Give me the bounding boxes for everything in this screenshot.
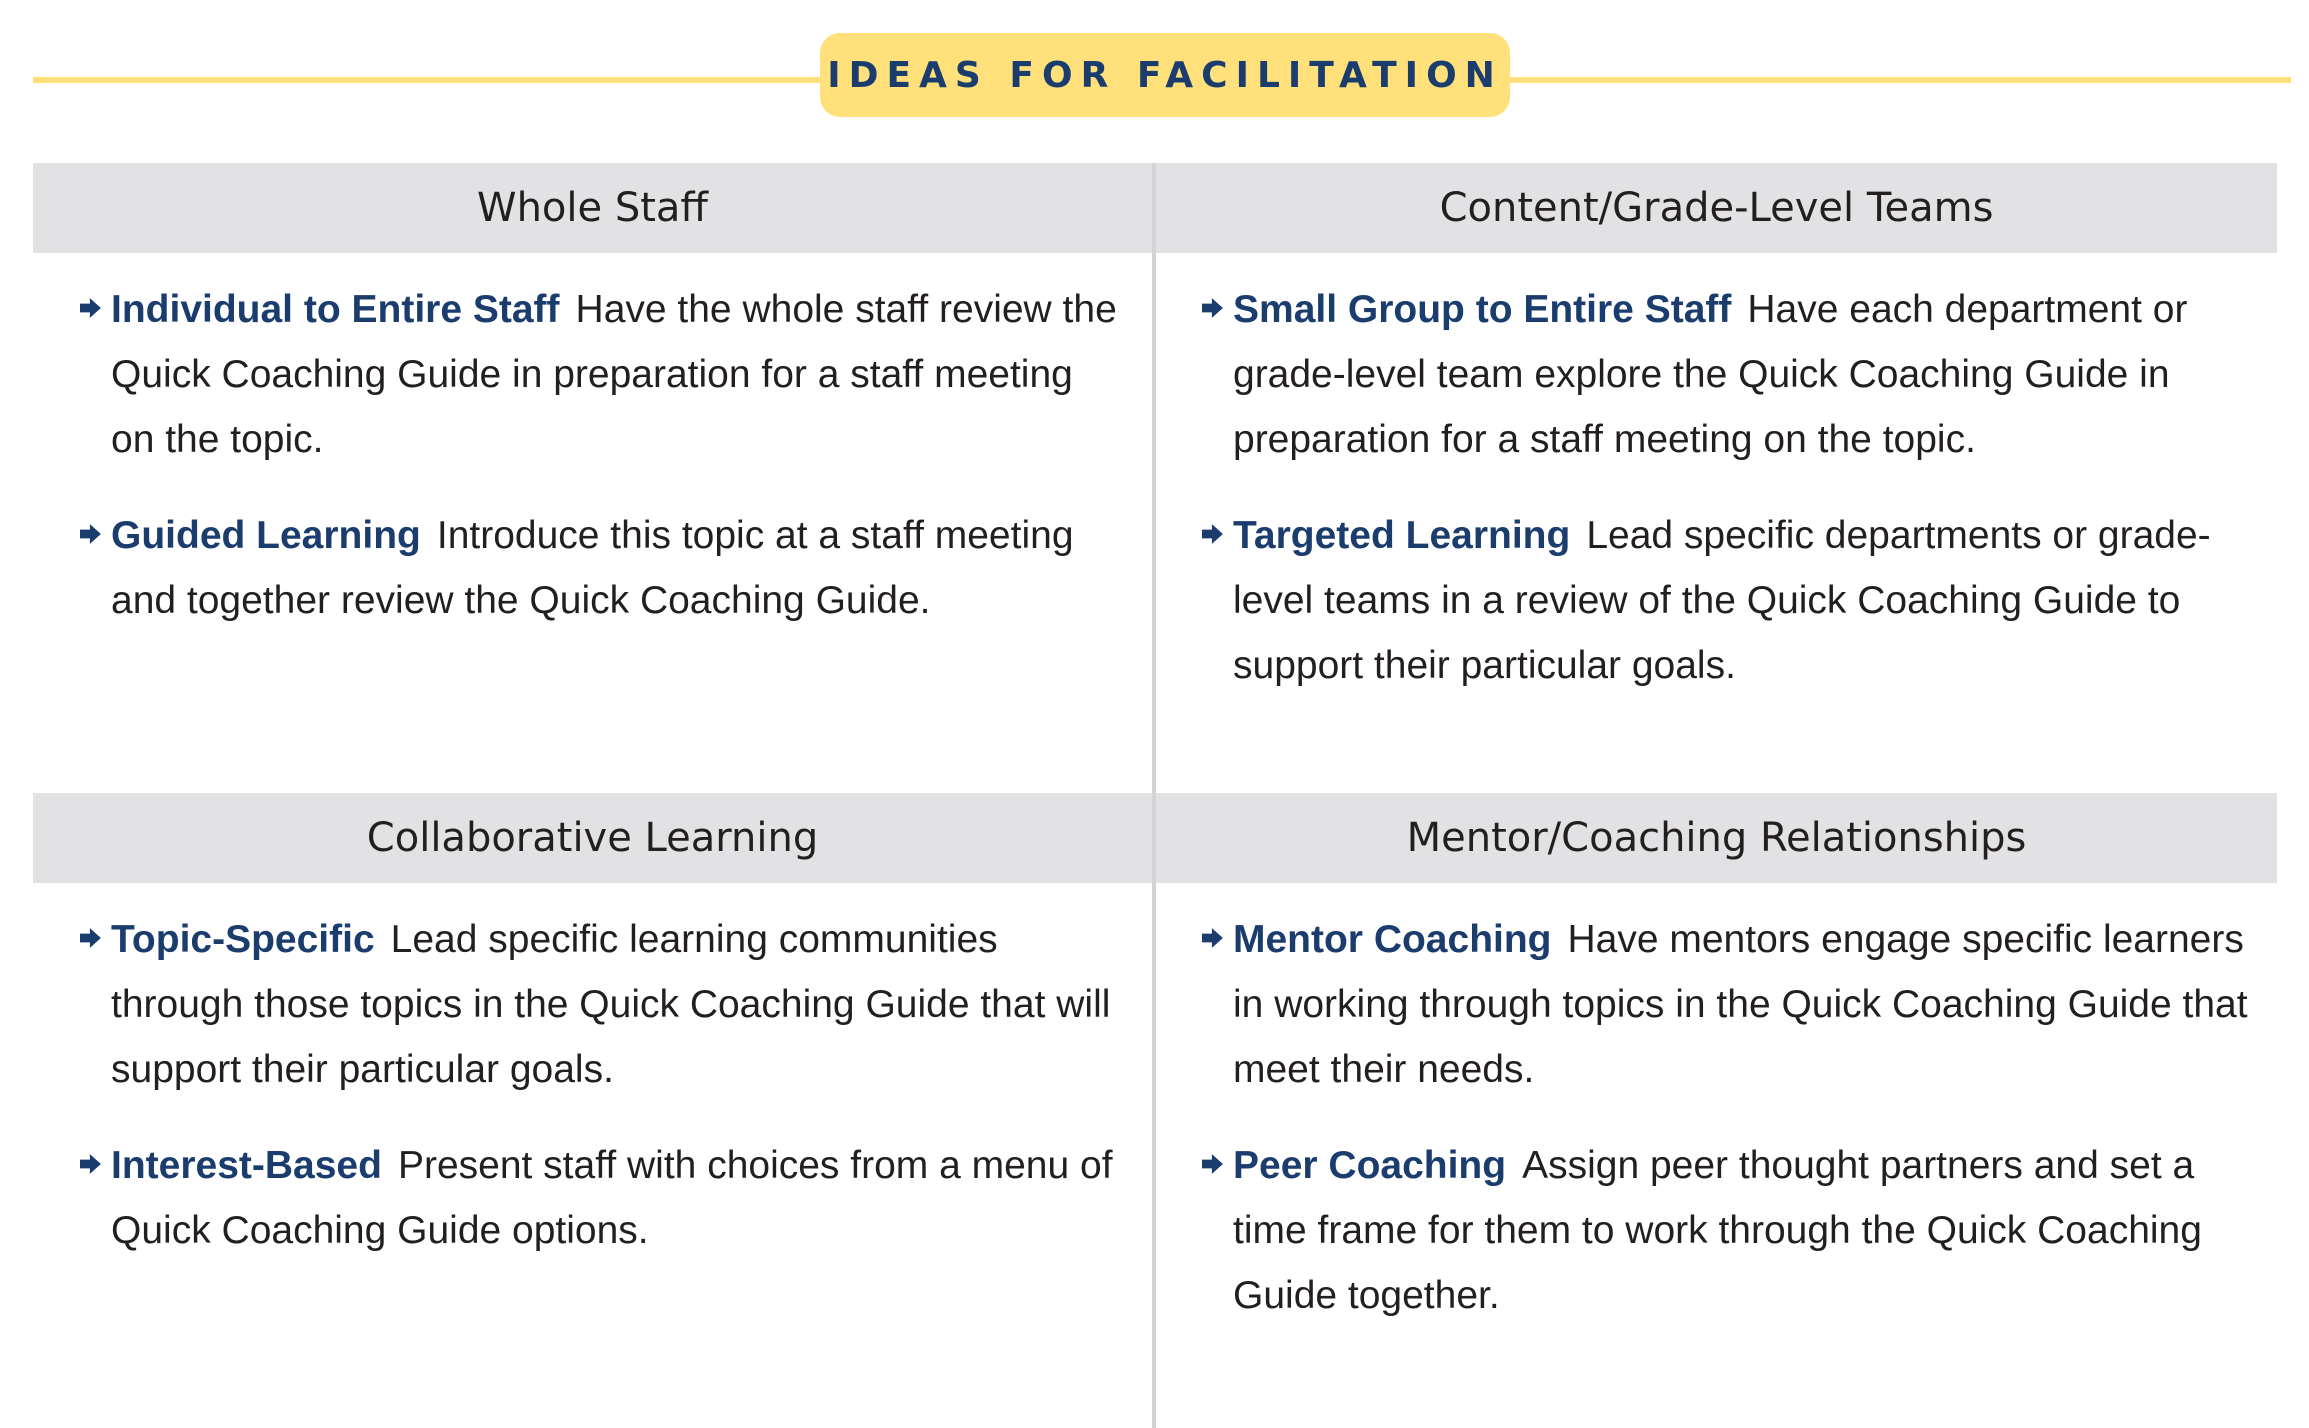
arrow-right-icon bbox=[1202, 523, 1224, 545]
cell-collaborative bbox=[80, 907, 1120, 1294]
arrow-right-icon bbox=[80, 297, 102, 319]
item-text: Lead specific learning communities through those topics in the Quick Coaching Guide that will support their particular goals. bbox=[111, 918, 1111, 1091]
header-mentor bbox=[1156, 793, 2277, 883]
arrow-right-icon bbox=[80, 927, 102, 949]
heading-mentor: Mentor/Coaching Relationships bbox=[1406, 815, 2027, 861]
heading-content-teams: Content/Grade-Level Teams bbox=[1439, 185, 1994, 231]
cell-whole-staff bbox=[80, 277, 1120, 664]
list-item bbox=[1202, 907, 2262, 1102]
item-text: Introduce this topic at a staff meeting and together review the Quick Coaching Guide. bbox=[111, 514, 1074, 622]
heading-whole-staff: Whole Staff bbox=[477, 185, 708, 231]
section-banner bbox=[820, 33, 1510, 117]
list-item bbox=[80, 907, 1120, 1102]
cell-content-teams bbox=[1202, 277, 2262, 729]
item-title: Peer Coaching bbox=[1233, 1144, 1507, 1187]
header-collaborative bbox=[33, 793, 1152, 883]
list-item bbox=[80, 503, 1120, 633]
arrow-right-icon bbox=[80, 1153, 102, 1175]
list-item bbox=[80, 277, 1120, 472]
item-title: Small Group to Entire Staff bbox=[1233, 288, 1732, 331]
item-title: Guided Learning bbox=[111, 514, 421, 557]
arrow-right-icon bbox=[1202, 297, 1224, 319]
item-text: Lead specific departments or grade-level teams in a review of the Quick Coaching Guide to support their particular goals. bbox=[1233, 514, 2211, 687]
item-text: Have each department or grade-level team explore the Quick Coaching Guide in preparation for a staff meeting on the topic. bbox=[1233, 288, 2188, 461]
item-text: Have the whole staff review the Quick Coaching Guide in preparation for a staff meeting on the topic. bbox=[111, 288, 1117, 461]
item-title: Topic-Specific bbox=[111, 918, 375, 961]
item-title: Targeted Learning bbox=[1233, 514, 1571, 557]
list-item bbox=[1202, 277, 2262, 472]
arrow-right-icon bbox=[80, 523, 102, 545]
arrow-right-icon bbox=[1202, 1153, 1224, 1175]
item-text: Assign peer thought partners and set a time frame for them to work through the Quick Coaching Guide together. bbox=[1233, 1144, 2202, 1317]
list-item bbox=[1202, 503, 2262, 698]
cell-mentor bbox=[1202, 907, 2262, 1359]
item-title: Individual to Entire Staff bbox=[111, 288, 560, 331]
list-item bbox=[80, 1133, 1120, 1263]
header-content-teams bbox=[1156, 163, 2277, 253]
heading-collaborative: Collaborative Learning bbox=[366, 815, 819, 861]
item-title: Interest-Based bbox=[111, 1144, 382, 1187]
item-text: Have mentors engage specific learners in working through topics in the Quick Coaching Guide that meet their needs. bbox=[1233, 918, 2248, 1091]
header-whole-staff bbox=[33, 163, 1152, 253]
list-item bbox=[1202, 1133, 2262, 1328]
arrow-right-icon bbox=[1202, 927, 1224, 949]
item-title: Mentor Coaching bbox=[1233, 918, 1552, 961]
item-text: Present staff with choices from a menu of Quick Coaching Guide options. bbox=[111, 1144, 1113, 1252]
banner-title: IDEAS FOR FACILITATION bbox=[827, 54, 1503, 96]
